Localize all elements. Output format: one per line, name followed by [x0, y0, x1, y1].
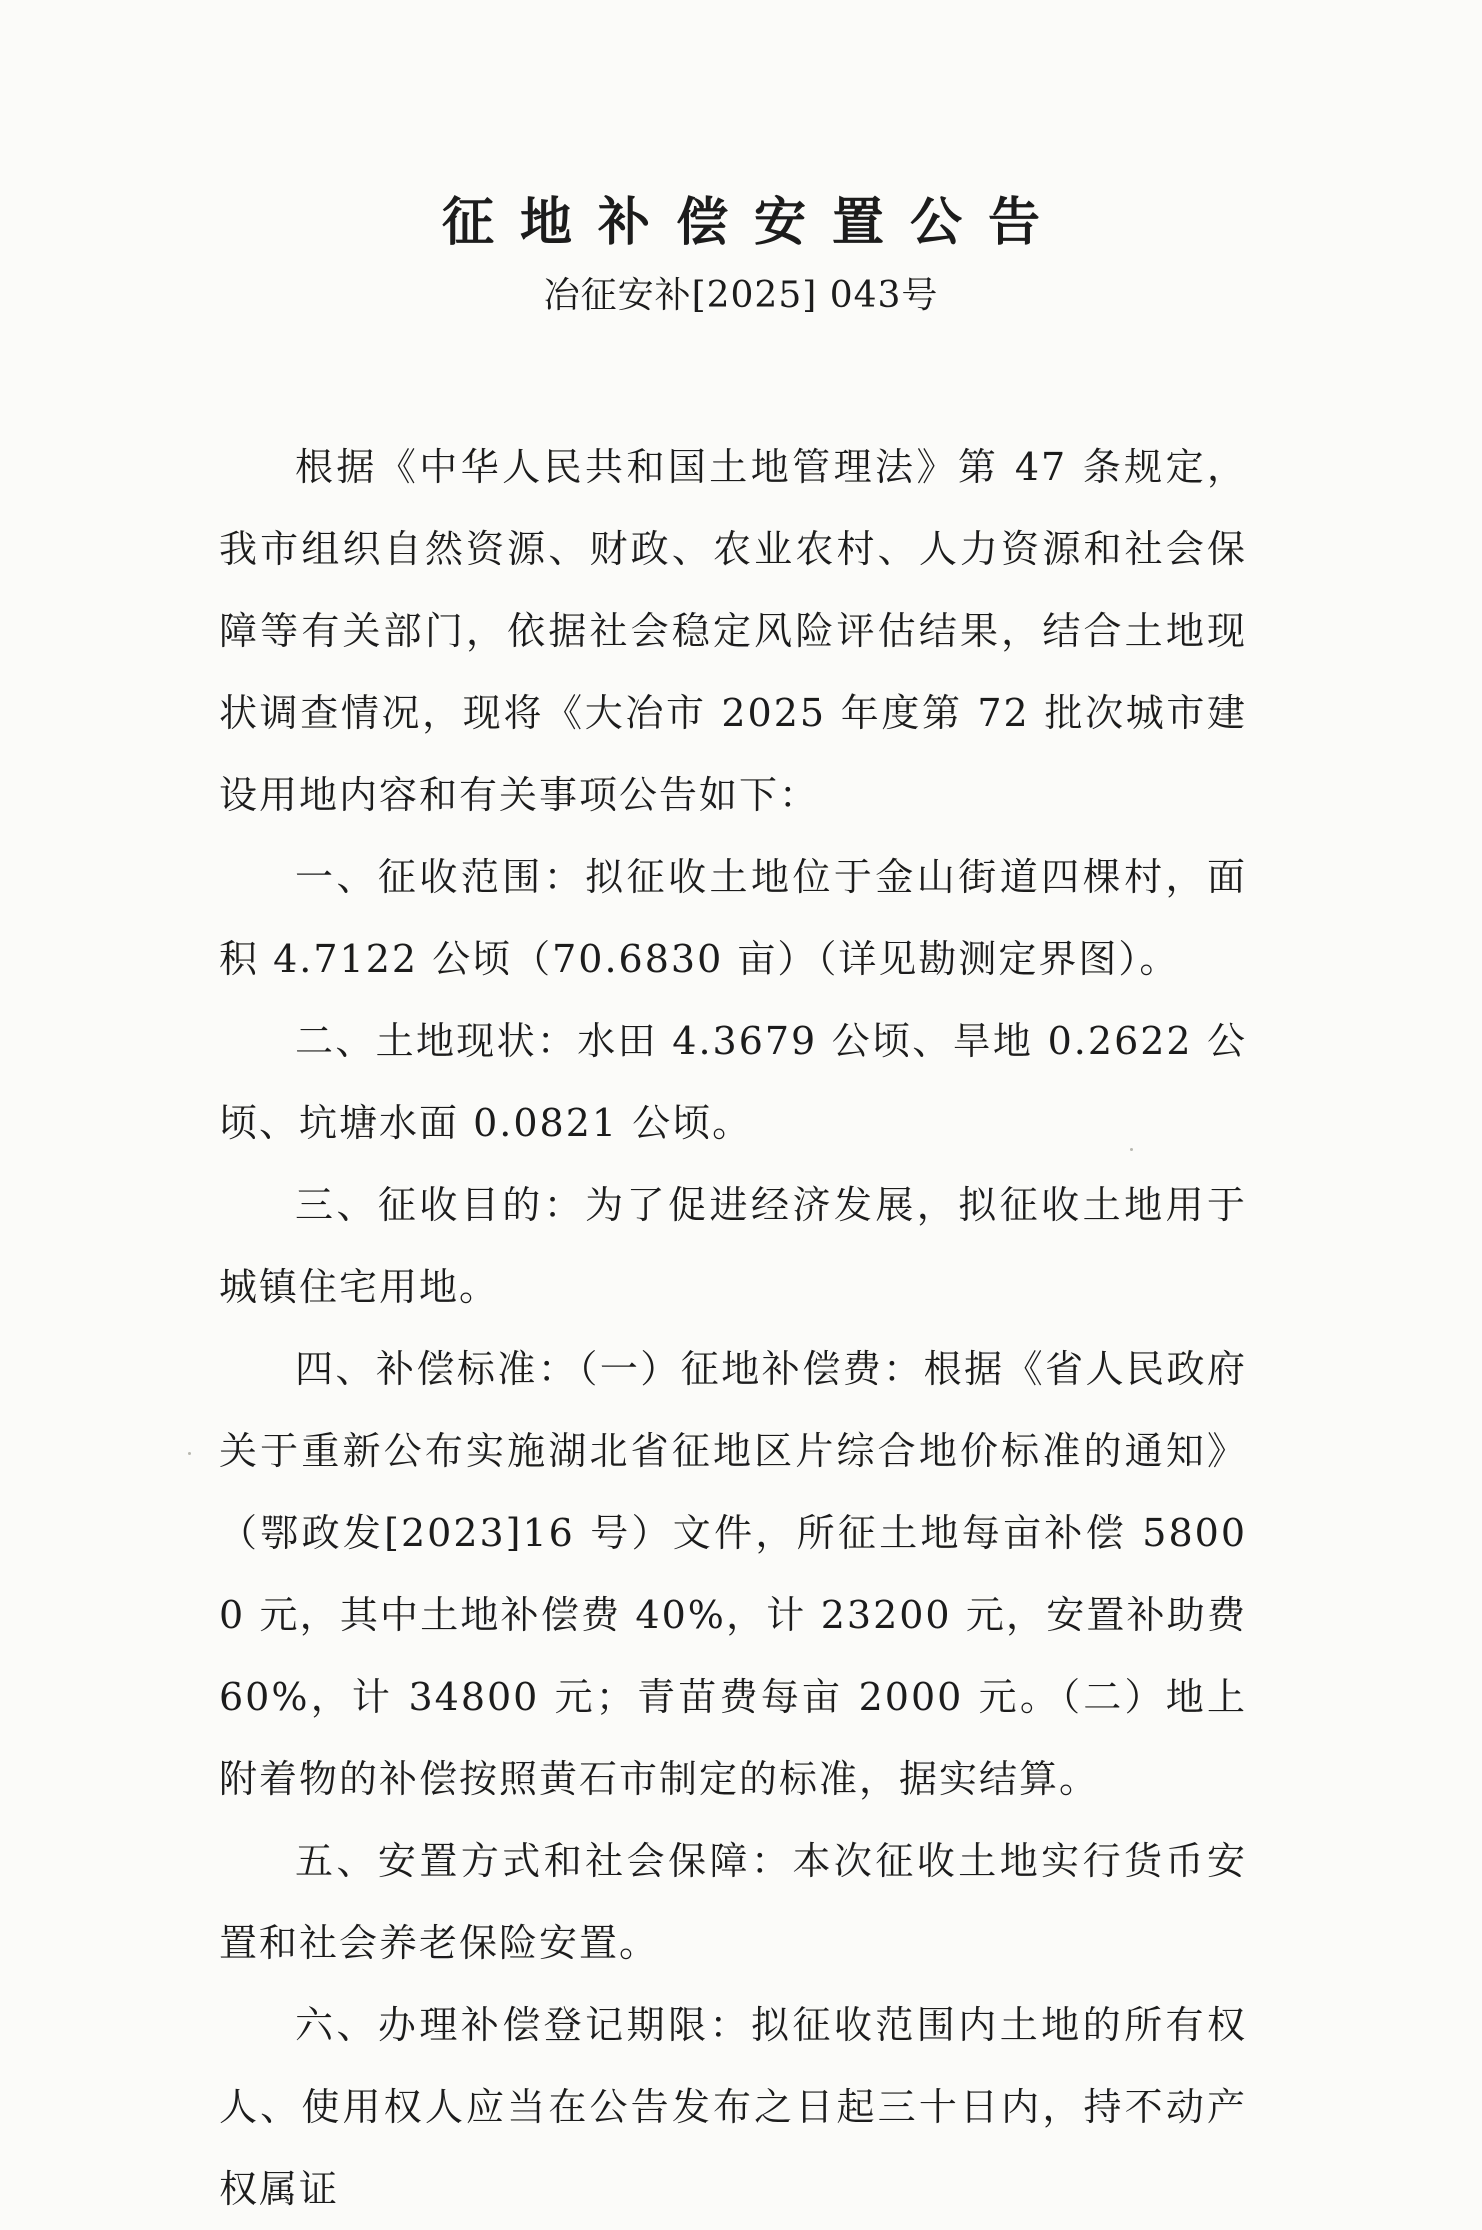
- scan-speck: [188, 1452, 191, 1455]
- paragraph-resettlement: 五、安置方式和社会保障：本次征收土地实行货币安置和社会养老保险安置。: [219, 1839, 1247, 1965]
- scan-speck: [1130, 1148, 1133, 1151]
- paragraph-scope: 一、征收范围：拟征收土地位于金山街道四棵村，面积 4.7122 公顷（70.6830 亩）（详见勘测定界图）。: [219, 855, 1247, 981]
- paragraph-land-status: 二、土地现状：水田 4.3679 公顷、旱地 0.2622 公顷、坑塘水面 0.0821 公顷。: [219, 1019, 1247, 1145]
- document-body: [219, 426, 1247, 2230]
- document-title: 征地补偿安置公告: [441, 193, 1066, 253]
- paragraph-purpose: 三、征收目的：为了促进经济发展，拟征收土地用于城镇住宅用地。: [219, 1183, 1247, 1309]
- paragraph-intro: 根据《中华人民共和国土地管理法》第 47 条规定，我市组织自然资源、财政、农业农村、人力资源和社会保障等有关部门，依据社会稳定风险评估结果，结合土地现状调查情况，现将《大冶市 2025 年度第 72 批次城市建设用地内容和有关事项公告如下：: [219, 445, 1247, 817]
- document-number: 冶征安补[2025] 043号: [543, 275, 939, 316]
- paragraph-registration: 六、办理补偿登记期限：拟征收范围内土地的所有权人、使用权人应当在公告发布之日起三十日内，持不动产权属证: [219, 2003, 1247, 2211]
- paragraph-compensation: 四、补偿标准：（一）征地补偿费：根据《省人民政府关于重新公布实施湖北省征地区片综合地价标准的通知》（鄂政发[2023]16 号）文件，所征土地每亩补偿 58000 元，其中土地补偿费 40%，计 23200 元，安置补助费 60%，计 34800 元；青苗费每亩 2000 元。（二）地上附着物的补偿按照黄石市制定的标准，据实结算。: [219, 1347, 1247, 1801]
